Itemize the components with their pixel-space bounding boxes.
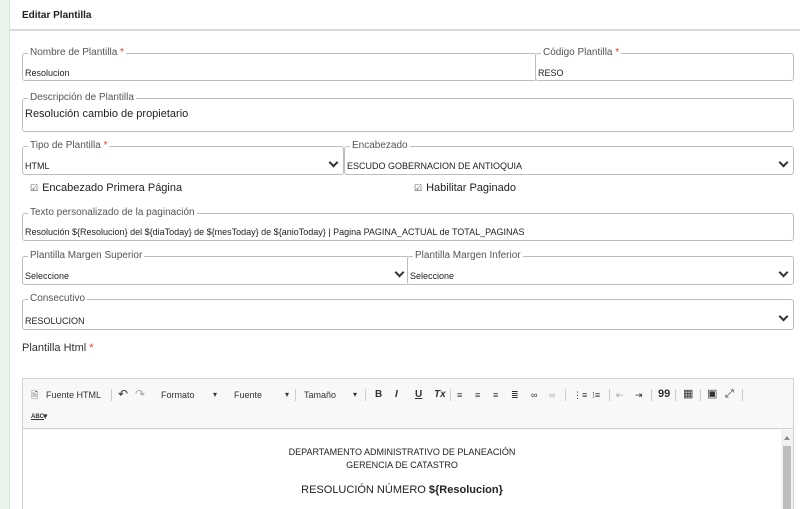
template-name-field[interactable]: [22, 48, 537, 81]
checkbox-checked-icon[interactable]: ☑: [30, 183, 39, 193]
chevron-down-icon: [779, 158, 789, 168]
chevron-down-icon: [779, 312, 789, 322]
top-margin-select[interactable]: [22, 251, 410, 285]
indent-icon[interactable]: ⇥: [635, 390, 643, 400]
toolbar-separator: [565, 389, 566, 401]
template-code-label: Código Plantilla *: [543, 47, 620, 58]
pagination-text-label: Texto personalizado de la paginación: [30, 207, 195, 218]
toolbar-separator: [675, 389, 676, 401]
bottom-margin-value: Seleccione: [410, 271, 455, 281]
spellcheck-button[interactable]: ABC: [31, 414, 44, 420]
format-dropdown[interactable]: Formato: [161, 390, 195, 400]
toolbar-separator: [111, 389, 112, 401]
template-name-value[interactable]: Resolucion: [25, 68, 70, 78]
numbered-list-icon[interactable]: ⋮≡: [573, 390, 588, 400]
editor-toolbar: [23, 379, 793, 429]
template-type-label: Tipo de Plantilla *: [30, 140, 108, 151]
content-line-department: DEPARTAMENTO ADMINISTRATIVO DE PLANEACIÓN: [288, 447, 516, 457]
panel-header: [10, 0, 800, 31]
align-right-icon[interactable]: ≡: [493, 390, 499, 400]
bold-button[interactable]: B: [375, 389, 383, 400]
toolbar-separator: [609, 389, 610, 401]
pagination-text-value[interactable]: Resolución ${Resolucion} del ${diaToday} de ${mesToday} de ${anioToday} | Pagina PAGINA_ACTUAL de TOTAL_PAGINAS: [25, 227, 525, 237]
unlink-icon[interactable]: ∞: [549, 390, 556, 400]
spellcheck-dropdown-icon[interactable]: ▾: [43, 411, 48, 421]
template-type-value: HTML: [25, 161, 50, 171]
first-page-header-label: Encabezado Primera Página: [42, 182, 183, 194]
consecutive-label: Consecutivo: [30, 293, 86, 304]
template-code-value[interactable]: RESO: [538, 68, 564, 78]
top-margin-label: Plantilla Margen Superior: [30, 250, 143, 261]
enable-pagination-checkbox[interactable]: [414, 182, 516, 194]
template-name-label: Nombre de Plantilla *: [30, 47, 124, 58]
sidebar-strip: [0, 0, 10, 509]
font-dropdown[interactable]: Fuente: [234, 390, 263, 400]
template-description-value[interactable]: Resolución cambio de propietario: [25, 108, 189, 120]
template-code-field[interactable]: [535, 48, 794, 81]
chevron-down-icon: ▾: [213, 390, 218, 399]
html-template-label: Plantilla Html *: [22, 342, 94, 354]
toolbar-separator: [295, 389, 296, 401]
source-html-button[interactable]: Fuente HTML: [46, 390, 102, 400]
template-description-label: Descripción de Plantilla: [30, 92, 134, 103]
header-select[interactable]: [344, 141, 794, 175]
align-center-icon[interactable]: ≡: [475, 390, 481, 400]
toolbar-separator: [742, 389, 743, 401]
scrollbar-thumb[interactable]: [783, 446, 791, 509]
underline-button[interactable]: U: [415, 389, 423, 400]
content-line-resolution: RESOLUCIÓN NÚMERO ${Resolucion}: [301, 484, 503, 496]
chevron-down-icon: [779, 268, 789, 278]
justify-icon[interactable]: ≣: [511, 390, 519, 400]
undo-icon[interactable]: ↶: [118, 387, 129, 401]
source-document-icon[interactable]: 🗎: [31, 390, 39, 400]
bottom-margin-select[interactable]: [407, 251, 794, 285]
toolbar-separator: [365, 389, 366, 401]
toolbar-separator: [700, 389, 701, 401]
blockquote-button[interactable]: 99: [658, 388, 671, 400]
enable-pagination-label: Habilitar Paginado: [426, 182, 516, 194]
first-page-header-checkbox[interactable]: [30, 182, 182, 194]
bottom-margin-label: Plantilla Margen Inferior: [415, 250, 521, 261]
content-line-gerencia: GERENCIA DE CATASTRO: [346, 460, 458, 470]
chevron-down-icon: ▾: [353, 390, 358, 399]
table-icon[interactable]: ▦: [683, 388, 694, 400]
maximize-icon[interactable]: ⤢: [725, 388, 734, 400]
html-editor: [22, 378, 794, 509]
consecutive-value: RESOLUCION: [25, 316, 85, 326]
size-dropdown[interactable]: Tamaño: [304, 390, 337, 400]
edit-template-panel: [10, 0, 800, 509]
chevron-down-icon: [329, 158, 339, 168]
editor-content[interactable]: [23, 430, 781, 509]
header-value: ESCUDO GOBERNACION DE ANTIOQUIA: [347, 161, 523, 171]
clear-format-button[interactable]: Tx: [434, 389, 446, 400]
editor-scrollbar[interactable]: [781, 430, 793, 509]
top-margin-value: Seleccione: [25, 271, 70, 281]
italic-button[interactable]: I: [395, 389, 398, 400]
toolbar-separator: [450, 389, 451, 401]
redo-icon[interactable]: ↷: [135, 387, 146, 401]
align-left-icon[interactable]: ≡: [457, 390, 463, 400]
template-description-field[interactable]: [22, 93, 794, 132]
consecutive-select[interactable]: [22, 294, 794, 330]
template-type-select[interactable]: [22, 141, 344, 175]
chevron-down-icon: [395, 268, 405, 278]
scroll-up-icon[interactable]: [784, 436, 790, 440]
link-icon[interactable]: ∞: [531, 390, 538, 400]
checkbox-checked-icon[interactable]: ☑: [414, 183, 423, 193]
image-icon[interactable]: ▣: [707, 388, 718, 400]
chevron-down-icon: ▾: [285, 390, 290, 399]
outdent-icon[interactable]: ⇤: [616, 390, 624, 400]
header-label: Encabezado: [352, 140, 408, 151]
panel-title: Editar Plantilla: [22, 10, 92, 21]
toolbar-separator: [651, 389, 652, 401]
pagination-text-field[interactable]: [22, 208, 794, 241]
bulleted-list-icon[interactable]: ⁝≡: [592, 390, 601, 400]
